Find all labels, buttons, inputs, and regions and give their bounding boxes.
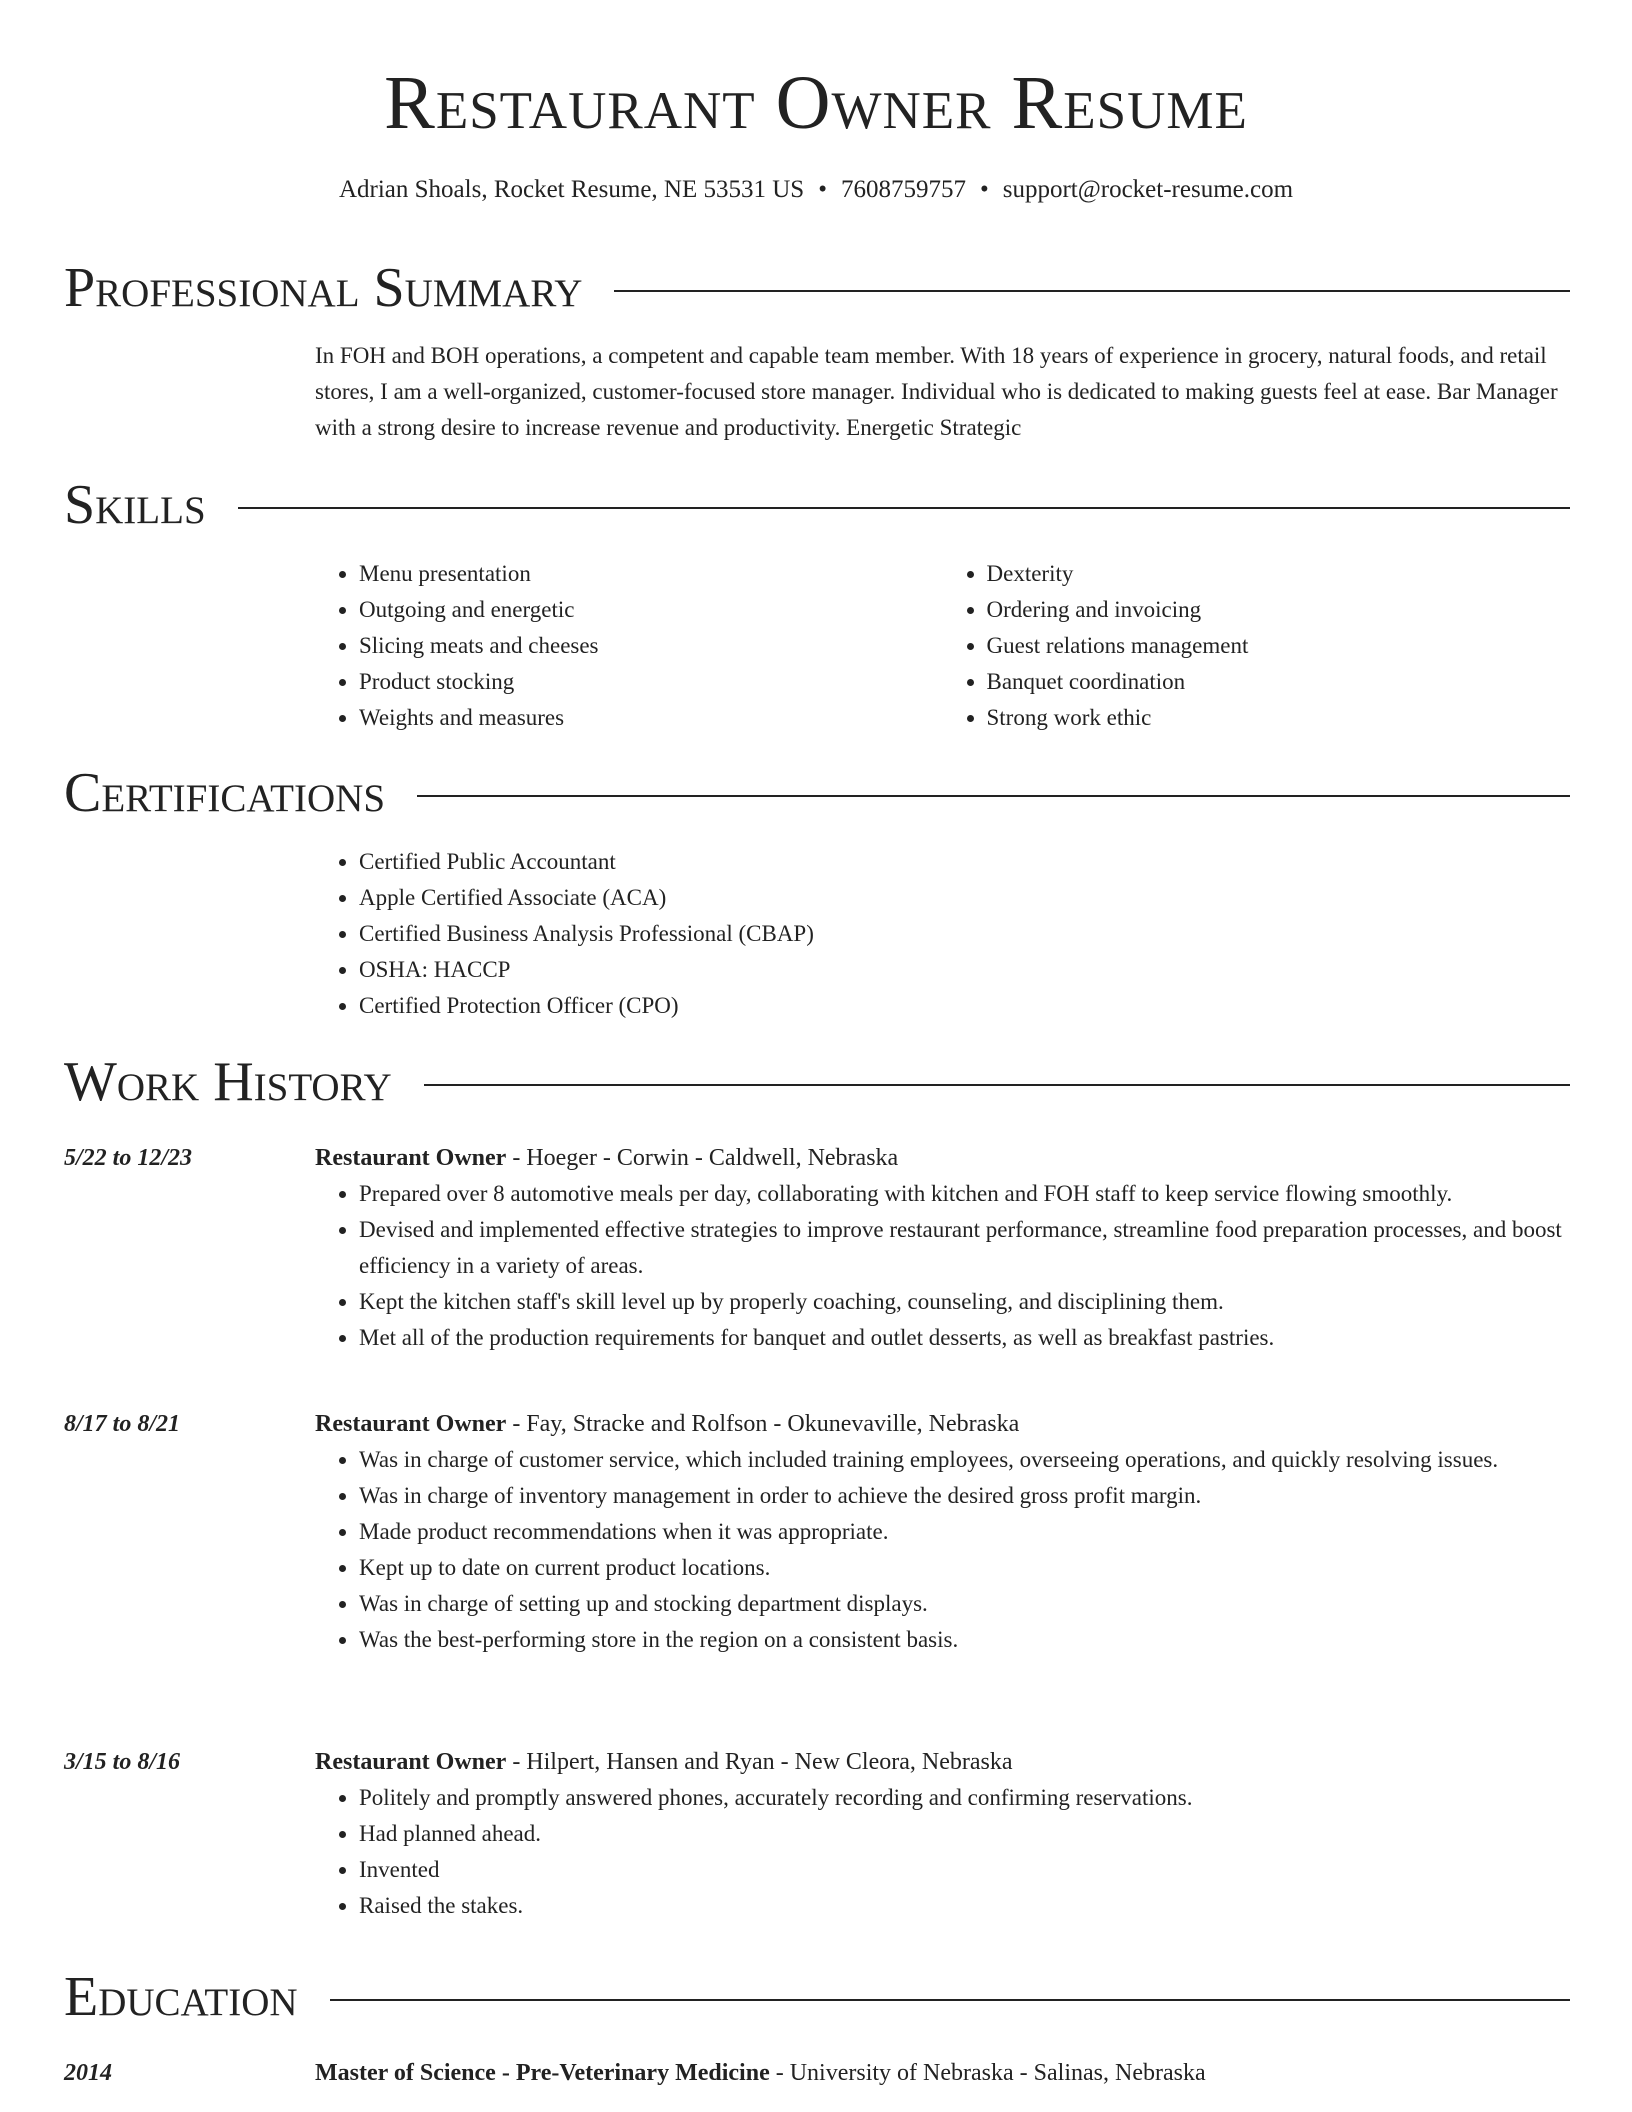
certification-item: • Certified Business Analysis Professional (CBAP) <box>359 916 1570 952</box>
job-entry <box>315 1406 1570 1658</box>
skill-item: • Banquet coordination <box>987 664 1571 700</box>
certifications-section-header <box>64 758 1570 828</box>
section-divider <box>417 795 1570 797</box>
job-dates: 3/15 to 8/16 <box>64 1749 181 1775</box>
skills-heading: Skills <box>64 474 206 536</box>
skills-list-left <box>315 556 943 736</box>
section-divider <box>330 1999 1570 2001</box>
education-entry <box>315 2055 1570 2091</box>
work-section-header <box>64 1047 1570 1117</box>
skill-item: • Slicing meats and cheeses <box>359 628 943 664</box>
certifications-heading: Certifications <box>64 762 386 824</box>
job-heading <box>315 1406 1570 1442</box>
job-dates: 8/17 to 8/21 <box>64 1411 181 1437</box>
job-duty: • Was the best-performing store in the region on a consistent basis. <box>359 1622 1570 1658</box>
skill-item: • Outgoing and energetic <box>359 592 943 628</box>
job-duty: • Raised the stakes. <box>359 1888 1570 1924</box>
job-employer: - Hoeger - Corwin - Caldwell, Nebraska <box>506 1145 899 1171</box>
contact-email: support@rocket-resume.com <box>1002 176 1294 203</box>
job-duty: • Devised and implemented effective strategies to improve restaurant performance, streamline food preparation processes, and boost efficiency in a variety of areas. <box>359 1212 1570 1284</box>
job-duties <box>315 1176 1570 1356</box>
section-divider <box>424 1084 1570 1086</box>
education-year: 2014 <box>64 2060 112 2086</box>
section-divider <box>238 507 1570 509</box>
skill-item: • Weights and measures <box>359 700 943 736</box>
job-duty: • Kept up to date on current product locations. <box>359 1550 1570 1586</box>
job-employer: - Hilpert, Hansen and Ryan - New Cleora, Nebraska <box>506 1749 1013 1775</box>
summary-block <box>315 338 1570 446</box>
job-heading <box>315 1140 1570 1176</box>
skills-block <box>315 556 1570 736</box>
education-section-header <box>64 1962 1570 2032</box>
job-duties <box>315 1780 1570 1924</box>
education-heading: Education <box>64 1966 298 2028</box>
skill-item: • Ordering and invoicing <box>987 592 1571 628</box>
job-heading <box>315 1744 1570 1780</box>
job-duty: • Made product recommendations when it was appropriate. <box>359 1514 1570 1550</box>
job-title: Restaurant Owner <box>315 1145 507 1171</box>
summary-heading: Professional Summary <box>64 257 583 319</box>
job-entry <box>315 1140 1570 1356</box>
summary-section-header <box>64 253 1570 323</box>
certification-item: • OSHA: HACCP <box>359 952 1570 988</box>
job-employer: - Fay, Stracke and Rolfson - Okunevaville, Nebraska <box>506 1411 1020 1437</box>
job-dates: 5/22 to 12/23 <box>64 1145 193 1171</box>
job-duty: • Had planned ahead. <box>359 1816 1570 1852</box>
job-duty: • Politely and promptly answered phones, accurately recording and confirming reservations. <box>359 1780 1570 1816</box>
skill-item: • Strong work ethic <box>987 700 1571 736</box>
certification-item: • Certified Public Accountant <box>359 844 1570 880</box>
education-school: - University of Nebraska - Salinas, Nebraska <box>769 2060 1206 2086</box>
certifications-block <box>315 844 1570 1024</box>
certification-item: • Apple Certified Associate (ACA) <box>359 880 1570 916</box>
work-heading: Work History <box>64 1051 392 1113</box>
education-degree: Master of Science - Pre-Veterinary Medicine <box>315 2060 770 2086</box>
job-duty: • Met all of the production requirements for banquet and outlet desserts, as well as breakfast pastries. <box>359 1320 1570 1356</box>
job-duty: • Kept the kitchen staff's skill level up by properly coaching, counseling, and disciplining them. <box>359 1284 1570 1320</box>
education-heading-line <box>315 2055 1570 2091</box>
contact-separator: • <box>818 176 827 203</box>
skill-item: • Guest relations management <box>987 628 1571 664</box>
job-title: Restaurant Owner <box>315 1411 507 1437</box>
section-divider <box>614 290 1570 292</box>
skills-list-right <box>943 556 1571 736</box>
job-duty: • Was in charge of setting up and stocking department displays. <box>359 1586 1570 1622</box>
skills-section-header <box>64 470 1570 540</box>
contact-phone: 7608759757 <box>840 176 966 203</box>
resume-title: Restaurant Owner Resume <box>384 61 1248 145</box>
job-title: Restaurant Owner <box>315 1749 507 1775</box>
certifications-list <box>315 844 1570 1024</box>
job-duty: • Invented <box>359 1852 1570 1888</box>
contact-separator: • <box>979 176 989 203</box>
skill-item: • Menu presentation <box>359 556 943 592</box>
certification-item: • Certified Protection Officer (CPO) <box>359 988 1570 1024</box>
skill-item: • Product stocking <box>359 664 943 700</box>
job-duty: • Prepared over 8 automotive meals per day, collaborating with kitchen and FOH staff to keep service flowing smoothly. <box>359 1176 1570 1212</box>
skill-item: • Dexterity <box>987 556 1571 592</box>
job-duty: • Was in charge of customer service, which included training employees, overseeing operations, and quickly resolving issues. <box>359 1442 1570 1478</box>
summary-text: In FOH and BOH operations, a competent and capable team member. With 18 years of experience in grocery, natural foods, and retail stores, I am a well-organized, customer-focused store manager. Individual who is dedicated to making guests feel at ease. Bar Manager with a strong desire to increase revenue and productivity. Energetic Strategic <box>315 343 1558 440</box>
job-duties <box>315 1442 1570 1658</box>
contact-address: Adrian Shoals, Rocket Resume, NE 53531 US <box>338 176 805 203</box>
job-duty: • Was in charge of inventory management in order to achieve the desired gross profit margin. <box>359 1478 1570 1514</box>
job-entry <box>315 1744 1570 1924</box>
contact-line <box>0 172 1632 208</box>
